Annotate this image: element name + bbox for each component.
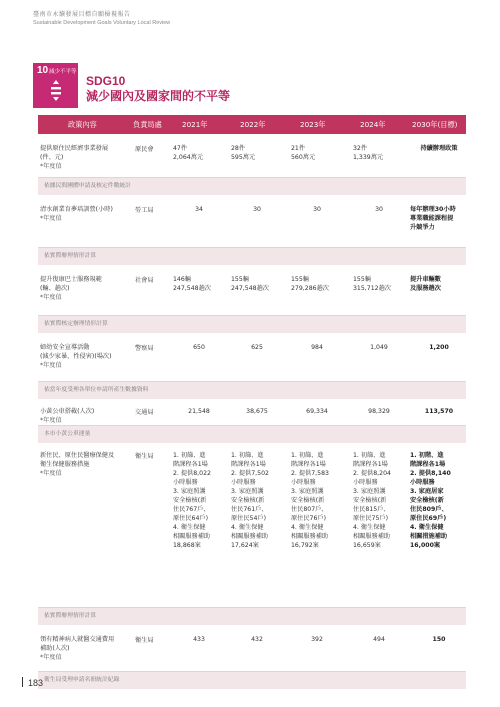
annual-value-note: *年度值: [40, 470, 62, 477]
value-2030: 提升車輛數 及服務趟次: [410, 276, 441, 292]
value-2021: 146輛 247,548趟次: [173, 276, 211, 292]
value-2022: 38,675: [246, 408, 268, 415]
page-number-text: 183: [28, 678, 44, 688]
reduced-inequalities-icon: [49, 80, 63, 102]
table-row: [38, 333, 466, 382]
value-2023: 392: [311, 636, 323, 643]
policy-content: [40, 451, 132, 478]
value-2021: 34: [195, 206, 203, 213]
value-2030: 每年辦理30小時 專業職能課程提 升競爭力: [410, 206, 456, 231]
col-2030-header: 2030年(目標): [412, 120, 458, 129]
responsible-agency: 勞工局: [135, 207, 154, 214]
responsible-agency: 交通局: [135, 409, 154, 416]
col-agency-header: 負責局處: [133, 120, 162, 129]
policy-content: [40, 407, 132, 425]
section-note: 依實際辦理情形計算: [38, 608, 466, 625]
section-note: 依實際核定辦理情形計算: [38, 316, 466, 333]
report-title-zh: 臺南市永續發展目標自願檢視報告: [33, 11, 131, 18]
badge-label: 減少不平等: [49, 69, 77, 75]
sdg10-badge: [33, 63, 78, 108]
value-2023: 1. 初篩、進 階課程各1場 2. 提供7,583 小時服務 3. 家庭照護 安全檢核(新 住民807戶、 原住民76戶) 4. 衛生保健 相關服務補助 16,792案: [291, 452, 329, 549]
table-row: [38, 399, 466, 426]
table-row: [38, 195, 466, 248]
policy-text: 新住民、原住民醫療保健及 衛生保健服務措施: [40, 452, 115, 468]
section-note: 依實際辦理情形計算: [38, 248, 466, 265]
table-row: [38, 134, 466, 178]
value-2024: 494: [373, 636, 385, 643]
indicator-table: [38, 115, 466, 689]
value-2023: 69,334: [306, 408, 328, 415]
page-number: [22, 677, 43, 688]
value-2021: 650: [193, 344, 205, 351]
policy-text: 小黃公車搭載(人次): [40, 408, 95, 415]
value-2030: 1,200: [429, 344, 449, 351]
sdg-title: [86, 74, 230, 104]
value-2024: 98,329: [368, 408, 390, 415]
policy-content: [40, 144, 132, 171]
table-row: [38, 443, 466, 608]
value-2024: 155輛 315,712趟次: [353, 276, 391, 292]
annual-value-note: *年度值: [40, 163, 62, 170]
value-2030: 150: [432, 636, 446, 643]
annual-value-note: *年度值: [40, 654, 62, 661]
value-2021: 433: [193, 636, 205, 643]
annual-value-note: *年度值: [40, 215, 62, 222]
value-2022: 432: [251, 636, 263, 643]
annual-value-note: *年度值: [40, 362, 62, 369]
annual-value-note: *年度值: [40, 294, 62, 301]
value-2022: 625: [251, 344, 263, 351]
value-2030: 113,570: [424, 408, 454, 415]
policy-content: [40, 205, 132, 223]
policy-text: 婦幼安全宣導活動 (減少家暴、性侵害)(場次): [40, 344, 112, 360]
value-2022: 1. 初篩、進 階課程各1場 2. 提供7,502 小時服務 3. 家庭照護 安全檢核(新 住民761戶、 原住民54戶) 4. 衛生保健 相關服務補助 17,624案: [231, 452, 269, 549]
policy-content: [40, 275, 132, 302]
value-2022: 155輛 247,548趟次: [231, 276, 269, 292]
value-2023: 155輛 279,286趟次: [291, 276, 329, 292]
value-2023: 30: [313, 206, 321, 213]
table-body: [38, 134, 466, 689]
value-2023: 984: [311, 344, 323, 351]
table-row: [38, 265, 466, 316]
value-2022: 28件 595萬元: [231, 145, 256, 161]
value-2024: 1,049: [370, 344, 388, 351]
policy-text: 提升復康巴士服務規範 (輛、趟次): [40, 276, 102, 292]
responsible-agency: 衛生局: [135, 453, 154, 460]
policy-content: [40, 343, 132, 370]
section-note: 依當年度受理各單位申請所產生數據資料: [38, 382, 466, 399]
sdg-code: SDG10: [86, 74, 126, 88]
value-2021: 47件 2,064萬元: [173, 145, 204, 161]
col-2021-header: 2021年: [182, 120, 208, 129]
value-2024: 1. 初篩、進 階課程各1場 2. 提供8,204 小時服務 3. 家庭照護 安全檢核(新 住民815戶、 原住民75戶) 4. 衛生保健 相關服務補助 16,659案: [353, 452, 391, 549]
table-header: [38, 115, 466, 134]
page-header: [33, 11, 170, 27]
value-2030: 持續辦理政策: [420, 145, 458, 152]
policy-text: 提供原住民經濟事業發展 (件、元): [40, 145, 109, 161]
badge-number: 10: [37, 65, 49, 76]
responsible-agency: 原民會: [135, 146, 154, 153]
col-content-header: 政策內容: [68, 120, 97, 129]
policy-text: 清水創業育夢培訓營(小時): [40, 206, 113, 213]
value-2024: 30: [375, 206, 383, 213]
responsible-agency: 警察局: [135, 345, 154, 352]
report-title-en: Sustainable Development Goals Voluntary Local Review: [33, 20, 171, 26]
value-2021: 1. 初篩、進 階課程各1場 2. 提供8,022 小時服務 3. 家庭照護 安全檢核(新 住民767戶、 原住民64戶) 4. 衛生保健 相關服務補助 18,868案: [173, 452, 211, 549]
value-2023: 21件 560萬元: [291, 145, 316, 161]
table-row: [38, 625, 466, 672]
col-2024-header: 2024年: [360, 120, 386, 129]
sdg-name: 減少國內及國家間的不平等: [86, 89, 231, 103]
section-note: 衛生局受理申請名冊統計紀錄: [38, 672, 466, 689]
value-2024: 32件 1,339萬元: [353, 145, 384, 161]
value-2030: 1. 初階、進 階課程各1場 2. 提供8,140 小時服務 3. 家庭居家 安全檢核(新 住民809戶、 原住民69戶) 4. 衛生保健 相關措施補助 16,000案: [410, 452, 451, 549]
value-2021: 21,548: [188, 408, 210, 415]
responsible-agency: 衛生局: [135, 637, 154, 644]
section-note: 本市小黃公車運量: [38, 426, 466, 443]
col-2022-header: 2022年: [240, 120, 266, 129]
value-2022: 30: [253, 206, 261, 213]
policy-content: [40, 635, 132, 662]
section-note: 依據民間團體申請及核定件數統計: [38, 178, 466, 195]
responsible-agency: 社會局: [135, 277, 154, 284]
col-2023-header: 2023年: [300, 120, 326, 129]
policy-text: 領有精神病人就醫交通費用 補助(人次): [40, 636, 115, 652]
annual-value-note: *年度值: [40, 417, 62, 424]
